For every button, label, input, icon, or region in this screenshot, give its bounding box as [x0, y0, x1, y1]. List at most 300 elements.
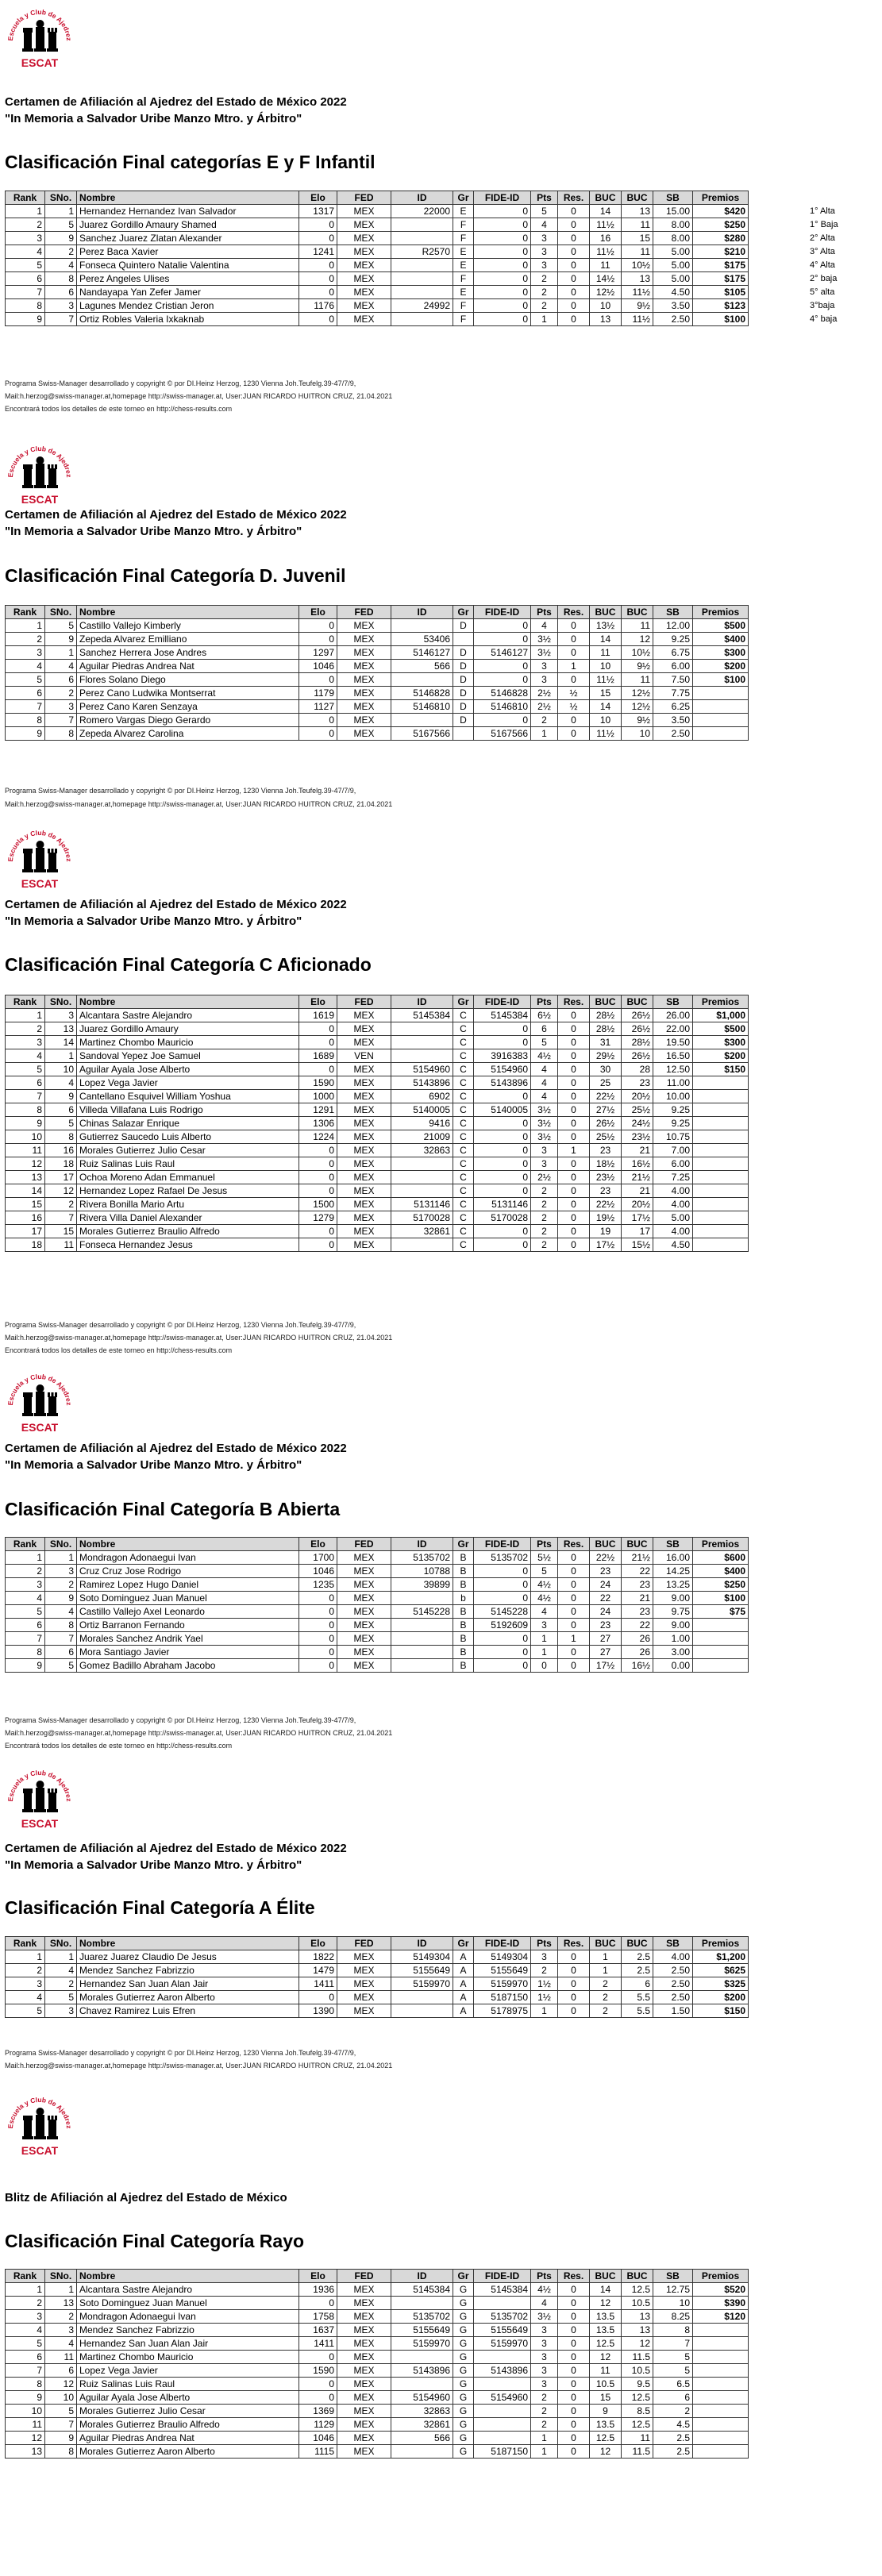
- cell-buc2: 11: [622, 619, 653, 633]
- cell-elo: 0: [299, 286, 337, 299]
- cell-id: [391, 1184, 453, 1198]
- cell-prize: $400: [693, 1565, 749, 1578]
- cell-pts: 1: [531, 1632, 558, 1646]
- cell-buc2: 2.5: [622, 1950, 653, 1964]
- cell-id: 5154960: [391, 1063, 453, 1076]
- cell-res: 0: [558, 2324, 590, 2337]
- escat-emblem: [5, 441, 75, 510]
- column-header: BUC: [590, 1538, 622, 1551]
- cell-gr: B: [453, 1646, 474, 1659]
- cell-id: 9416: [391, 1117, 453, 1130]
- cell-res: 0: [558, 1238, 590, 1252]
- cell-id: 5143896: [391, 2364, 453, 2378]
- cell-fed: MEX: [337, 1646, 391, 1659]
- cell-name: Hernandez Hernandez Ivan Salvador: [77, 205, 299, 218]
- cell-fed: MEX: [337, 673, 391, 687]
- cell-buc2: 12: [622, 2337, 653, 2351]
- cell-rank: 9: [6, 1117, 45, 1130]
- table-row: [6, 259, 749, 272]
- cell-prize: [693, 2418, 749, 2432]
- cell-sno: 2: [45, 1198, 77, 1211]
- column-header: Rank: [6, 2270, 45, 2283]
- cell-buc1: 23½: [590, 1171, 622, 1184]
- table-row: [6, 1632, 749, 1646]
- table-row: [6, 660, 749, 673]
- cell-buc2: 22: [622, 1619, 653, 1632]
- cell-gr: B: [453, 1565, 474, 1578]
- cell-fed: MEX: [337, 1063, 391, 1076]
- footer-program: Programa Swiss-Manager desarrollado y copyright © por DI.Heinz Herzog, 1230 Vienna Joh.Teufelg.39-47/7/9,: [5, 1321, 356, 1329]
- cell-pts: 1½: [531, 1977, 558, 1991]
- cell-pts: 4: [531, 619, 558, 633]
- cell-gr: A: [453, 2004, 474, 2018]
- table-row: [6, 714, 749, 727]
- footer-program: Programa Swiss-Manager desarrollado y copyright © por DI.Heinz Herzog, 1230 Vienna Joh.Teufelg.39-47/7/9,: [5, 2049, 356, 2057]
- table-row: [6, 646, 749, 660]
- cell-buc2: 10: [622, 727, 653, 741]
- cell-fide: 5140005: [474, 1103, 531, 1117]
- cell-buc1: 16: [590, 232, 622, 245]
- cell-res: 0: [558, 1130, 590, 1144]
- cell-res: 0: [558, 1117, 590, 1130]
- cell-prize: [693, 2337, 749, 2351]
- escat-logo: [5, 1369, 75, 1438]
- cell-sno: 2: [45, 245, 77, 259]
- cell-pts: 3: [531, 2351, 558, 2364]
- cell-fide: 0: [474, 1646, 531, 1659]
- cell-gr: A: [453, 1964, 474, 1977]
- cell-res: 0: [558, 313, 590, 326]
- cell-res: 0: [558, 1036, 590, 1049]
- cell-res: 0: [558, 1103, 590, 1117]
- cell-gr: G: [453, 2283, 474, 2297]
- table-row: [6, 272, 749, 286]
- cell-pts: 6½: [531, 1009, 558, 1022]
- cell-fide: 0: [474, 1184, 531, 1198]
- cell-sno: 5: [45, 1659, 77, 1673]
- column-header: SB: [653, 1937, 693, 1950]
- cell-buc2: 28½: [622, 1036, 653, 1049]
- cell-prize: $400: [693, 633, 749, 646]
- cell-sno: 9: [45, 232, 77, 245]
- cell-sb: 8: [653, 2324, 693, 2337]
- cell-gr: B: [453, 1659, 474, 1673]
- cell-sb: 5.00: [653, 245, 693, 259]
- cell-gr: C: [453, 1076, 474, 1090]
- logo-name: ESCAT: [21, 493, 59, 506]
- cell-id: 32863: [391, 1144, 453, 1157]
- cell-rank: 2: [6, 2297, 45, 2310]
- cell-buc1: 12.5: [590, 2337, 622, 2351]
- table-row: [6, 2324, 749, 2337]
- prize-note: 1° Baja: [810, 220, 838, 229]
- cell-fide: 0: [474, 245, 531, 259]
- cell-rank: 1: [6, 1551, 45, 1565]
- cell-fed: MEX: [337, 687, 391, 700]
- table-row: [6, 633, 749, 646]
- cell-elo: 1291: [299, 1103, 337, 1117]
- cell-res: 0: [558, 646, 590, 660]
- cell-fed: MEX: [337, 1977, 391, 1991]
- cell-pts: 2½: [531, 700, 558, 714]
- cell-name: Morales Gutierrez Julio Cesar: [77, 1144, 299, 1157]
- cell-pts: 3: [531, 1157, 558, 1171]
- column-header: BUC: [622, 995, 653, 1009]
- cell-buc1: 25: [590, 1076, 622, 1090]
- cell-rank: 11: [6, 2418, 45, 2432]
- cell-elo: 1115: [299, 2445, 337, 2459]
- cell-name: Lagunes Mendez Cristian Jeron: [77, 299, 299, 313]
- cell-fed: MEX: [337, 1090, 391, 1103]
- cell-prize: [693, 727, 749, 741]
- cell-res: 0: [558, 1659, 590, 1673]
- cell-pts: 4½: [531, 1049, 558, 1063]
- cell-sb: 10: [653, 2297, 693, 2310]
- column-header: BUC: [590, 2270, 622, 2283]
- cell-fide: 0: [474, 1659, 531, 1673]
- cell-buc2: 21: [622, 1592, 653, 1605]
- section-a-elite: [0, 1765, 882, 2083]
- cell-prize: [693, 1171, 749, 1184]
- cell-buc1: 11½: [590, 673, 622, 687]
- cell-pts: 3: [531, 1950, 558, 1964]
- cell-res: 0: [558, 299, 590, 313]
- cell-sno: 1: [45, 1049, 77, 1063]
- column-header: SB: [653, 606, 693, 619]
- column-header: ID: [391, 2270, 453, 2283]
- cell-rank: 7: [6, 286, 45, 299]
- cell-prize: $250: [693, 1578, 749, 1592]
- cell-elo: 0: [299, 1646, 337, 1659]
- cell-prize: $175: [693, 259, 749, 272]
- column-header: SNo.: [45, 1937, 77, 1950]
- cell-buc2: 22: [622, 1565, 653, 1578]
- cell-elo: 1590: [299, 2364, 337, 2378]
- cell-buc2: 12½: [622, 687, 653, 700]
- cell-fed: VEN: [337, 1049, 391, 1063]
- cell-pts: 5: [531, 205, 558, 218]
- cell-fide: 5187150: [474, 1991, 531, 2004]
- cell-pts: 3½: [531, 1103, 558, 1117]
- logo-name: ESCAT: [21, 56, 59, 69]
- column-header: ID: [391, 1937, 453, 1950]
- logo-arc-text: Escuela y Club de Ajedrez: [6, 828, 74, 862]
- logo-name: ESCAT: [21, 1817, 59, 1830]
- cell-sno: 3: [45, 700, 77, 714]
- cell-sno: 11: [45, 2351, 77, 2364]
- cell-res: 0: [558, 633, 590, 646]
- logo-arc-text: Escuela y Club de Ajedrez: [6, 1372, 74, 1406]
- cell-elo: 0: [299, 633, 337, 646]
- cell-buc1: 29½: [590, 1049, 622, 1063]
- cell-name: Castillo Vallejo Kimberly: [77, 619, 299, 633]
- cell-elo: 0: [299, 313, 337, 326]
- cell-rank: 3: [6, 232, 45, 245]
- column-header: Gr: [453, 606, 474, 619]
- cell-fed: MEX: [337, 1238, 391, 1252]
- cell-fide: 0: [474, 1036, 531, 1049]
- cell-pts: 1: [531, 313, 558, 326]
- column-header: Gr: [453, 2270, 474, 2283]
- standings-table: [5, 2269, 749, 2459]
- cell-buc2: 11.5: [622, 2351, 653, 2364]
- table-row: [6, 2004, 749, 2018]
- cell-fide: [474, 2378, 531, 2391]
- cell-sno: 11: [45, 1238, 77, 1252]
- cell-id: [391, 2004, 453, 2018]
- footer-program: Programa Swiss-Manager desarrollado y copyright © por DI.Heinz Herzog, 1230 Vienna Joh.Teufelg.39-47/7/9,: [5, 787, 356, 795]
- column-header: BUC: [622, 606, 653, 619]
- cell-fide: 0: [474, 1157, 531, 1171]
- cell-gr: D: [453, 660, 474, 673]
- cell-gr: C: [453, 1009, 474, 1022]
- cell-rank: 2: [6, 1964, 45, 1977]
- cell-prize: $390: [693, 2297, 749, 2310]
- column-header: Pts: [531, 1538, 558, 1551]
- cell-prize: $280: [693, 232, 749, 245]
- cell-elo: 1127: [299, 700, 337, 714]
- logo-name: ESCAT: [21, 877, 59, 890]
- cell-fide: [474, 2418, 531, 2432]
- cell-sno: 3: [45, 2004, 77, 2018]
- cell-rank: 11: [6, 1144, 45, 1157]
- cell-buc1: 2: [590, 1977, 622, 1991]
- cell-prize: [693, 1198, 749, 1211]
- cell-gr: C: [453, 1103, 474, 1117]
- cell-buc2: 28: [622, 1063, 653, 1076]
- cell-pts: 4: [531, 218, 558, 232]
- cell-sb: 9.75: [653, 1605, 693, 1619]
- escat-emblem: [5, 1765, 75, 1834]
- cell-prize: [693, 1090, 749, 1103]
- cell-sno: 12: [45, 1184, 77, 1198]
- cell-res: 0: [558, 1619, 590, 1632]
- cell-fed: MEX: [337, 232, 391, 245]
- cell-res: 0: [558, 218, 590, 232]
- cell-id: [391, 1991, 453, 2004]
- cell-sno: 3: [45, 1565, 77, 1578]
- cell-fide: 5154960: [474, 1063, 531, 1076]
- cell-buc2: 12.5: [622, 2418, 653, 2432]
- cell-gr: G: [453, 2324, 474, 2337]
- cell-buc1: 11: [590, 259, 622, 272]
- cell-rank: 9: [6, 2391, 45, 2405]
- cell-pts: 2: [531, 286, 558, 299]
- cell-elo: 1822: [299, 1950, 337, 1964]
- cell-rank: 15: [6, 1198, 45, 1211]
- cell-elo: 0: [299, 1659, 337, 1673]
- event-title: Certamen de Afiliación al Ajedrez del Estado de México 2022: [5, 95, 347, 109]
- cell-pts: 2: [531, 299, 558, 313]
- cell-prize: $600: [693, 1551, 749, 1565]
- cell-gr: E: [453, 245, 474, 259]
- cell-sno: 4: [45, 660, 77, 673]
- column-header: BUC: [622, 1538, 653, 1551]
- cell-rank: 14: [6, 1184, 45, 1198]
- cell-sb: 10.75: [653, 1130, 693, 1144]
- cell-buc2: 5.5: [622, 2004, 653, 2018]
- cell-buc1: 12: [590, 2351, 622, 2364]
- cell-res: 0: [558, 1551, 590, 1565]
- table-row: [6, 2283, 749, 2297]
- cell-name: Morales Sanchez Andrik Yael: [77, 1632, 299, 1646]
- column-header: Pts: [531, 2270, 558, 2283]
- table-row: [6, 1144, 749, 1157]
- cell-elo: 0: [299, 2297, 337, 2310]
- cell-id: 32861: [391, 2418, 453, 2432]
- cell-fide: 0: [474, 313, 531, 326]
- cell-buc1: 11½: [590, 245, 622, 259]
- cell-prize: [693, 2351, 749, 2364]
- escat-logo: [5, 2093, 75, 2161]
- cell-name: Hernandez San Juan Alan Jair: [77, 1977, 299, 1991]
- cell-sno: 1: [45, 1551, 77, 1565]
- cell-sb: 2: [653, 2405, 693, 2418]
- table-row: [6, 619, 749, 633]
- cell-fed: MEX: [337, 1171, 391, 1184]
- cell-buc1: 12: [590, 2297, 622, 2310]
- cell-prize: $100: [693, 313, 749, 326]
- cell-elo: 1279: [299, 1211, 337, 1225]
- table-row: [6, 313, 749, 326]
- logo-name: ESCAT: [21, 1421, 59, 1434]
- cell-sb: 14.25: [653, 1565, 693, 1578]
- cell-sb: 9.00: [653, 1592, 693, 1605]
- cell-id: 5146810: [391, 700, 453, 714]
- logo-arc-text: Escuela y Club de Ajedrez: [6, 7, 74, 41]
- cell-rank: 13: [6, 1171, 45, 1184]
- cell-gr: C: [453, 1238, 474, 1252]
- cell-prize: $1,200: [693, 1950, 749, 1964]
- table-row: [6, 218, 749, 232]
- cell-rank: 4: [6, 2324, 45, 2337]
- cell-id: 53406: [391, 633, 453, 646]
- cell-gr: C: [453, 1049, 474, 1063]
- cell-sno: 12: [45, 2378, 77, 2391]
- cell-fide: 5135702: [474, 1551, 531, 1565]
- cell-sb: 8.25: [653, 2310, 693, 2324]
- column-header: Elo: [299, 1538, 337, 1551]
- cell-fed: MEX: [337, 1198, 391, 1211]
- cell-fed: MEX: [337, 1659, 391, 1673]
- cell-elo: 1390: [299, 2004, 337, 2018]
- cell-elo: 0: [299, 1144, 337, 1157]
- cell-id: 5155649: [391, 1964, 453, 1977]
- cell-sno: 4: [45, 2337, 77, 2351]
- cell-fed: MEX: [337, 2310, 391, 2324]
- cell-fide: 0: [474, 1117, 531, 1130]
- cell-res: 0: [558, 1977, 590, 1991]
- cell-buc1: 15: [590, 687, 622, 700]
- table-row: [6, 1103, 749, 1117]
- cell-fide: [474, 2405, 531, 2418]
- prize-note: 1° Alta: [810, 206, 835, 216]
- cell-id: [391, 1022, 453, 1036]
- column-header: Rank: [6, 1538, 45, 1551]
- cell-id: [391, 286, 453, 299]
- cell-fed: MEX: [337, 1076, 391, 1090]
- cell-sb: 19.50: [653, 1036, 693, 1049]
- cell-res: 0: [558, 205, 590, 218]
- table-row: [6, 2432, 749, 2445]
- cell-id: [391, 673, 453, 687]
- table-row: [6, 1659, 749, 1673]
- table-row: [6, 1076, 749, 1090]
- table-row: [6, 1950, 749, 1964]
- section-heading: Clasificación Final categorías E y F Infantil: [5, 152, 376, 172]
- cell-id: [391, 1659, 453, 1673]
- cell-sb: 4.00: [653, 1184, 693, 1198]
- cell-fed: MEX: [337, 1211, 391, 1225]
- cell-gr: C: [453, 1198, 474, 1211]
- cell-pts: 3½: [531, 1130, 558, 1144]
- cell-pts: 0: [531, 1659, 558, 1673]
- cell-gr: A: [453, 1977, 474, 1991]
- cell-name: Ruiz Salinas Luis Raul: [77, 1157, 299, 1171]
- cell-gr: D: [453, 646, 474, 660]
- cell-sno: 6: [45, 2364, 77, 2378]
- cell-fide: 0: [474, 218, 531, 232]
- cell-elo: 0: [299, 1157, 337, 1171]
- cell-sb: 5: [653, 2351, 693, 2364]
- cell-gr: G: [453, 2405, 474, 2418]
- cell-res: 0: [558, 619, 590, 633]
- cell-name: Morales Gutierrez Aaron Alberto: [77, 1991, 299, 2004]
- cell-prize: $500: [693, 1022, 749, 1036]
- cell-fed: MEX: [337, 1009, 391, 1022]
- cell-elo: 0: [299, 727, 337, 741]
- cell-rank: 16: [6, 1211, 45, 1225]
- cell-gr: D: [453, 619, 474, 633]
- cell-buc2: 11½: [622, 313, 653, 326]
- cell-buc1: 19: [590, 1225, 622, 1238]
- cell-id: [391, 1049, 453, 1063]
- column-header: Premios: [693, 995, 749, 1009]
- cell-pts: 3½: [531, 2310, 558, 2324]
- cell-prize: $520: [693, 2283, 749, 2297]
- cell-rank: 17: [6, 1225, 45, 1238]
- cell-fide: 5159970: [474, 2337, 531, 2351]
- cell-prize: [693, 1659, 749, 1673]
- cell-buc1: 11½: [590, 727, 622, 741]
- cell-sb: 4.00: [653, 1950, 693, 1964]
- table-row: [6, 1090, 749, 1103]
- cell-pts: 2: [531, 1238, 558, 1252]
- table-row: [6, 1171, 749, 1184]
- cell-buc2: 21½: [622, 1171, 653, 1184]
- cell-name: Aguilar Piedras Andrea Nat: [77, 660, 299, 673]
- cell-sno: 14: [45, 1036, 77, 1049]
- cell-sb: 7: [653, 2337, 693, 2351]
- cell-buc2: 9½: [622, 714, 653, 727]
- cell-sb: 16.50: [653, 1049, 693, 1063]
- cell-name: Gomez Badillo Abraham Jacobo: [77, 1659, 299, 1673]
- column-header: FED: [337, 1538, 391, 1551]
- section-heading: Clasificación Final Categoría C Aficionado: [5, 954, 372, 975]
- cell-buc1: 30: [590, 1063, 622, 1076]
- cell-elo: 1411: [299, 2337, 337, 2351]
- cell-pts: 4½: [531, 2283, 558, 2297]
- cell-sno: 6: [45, 286, 77, 299]
- column-header: ID: [391, 191, 453, 205]
- cell-fide: 5167566: [474, 727, 531, 741]
- cell-buc2: 13: [622, 272, 653, 286]
- column-header: Res.: [558, 995, 590, 1009]
- cell-gr: C: [453, 1022, 474, 1036]
- cell-id: [391, 1157, 453, 1171]
- column-header: Elo: [299, 191, 337, 205]
- cell-buc2: 15: [622, 232, 653, 245]
